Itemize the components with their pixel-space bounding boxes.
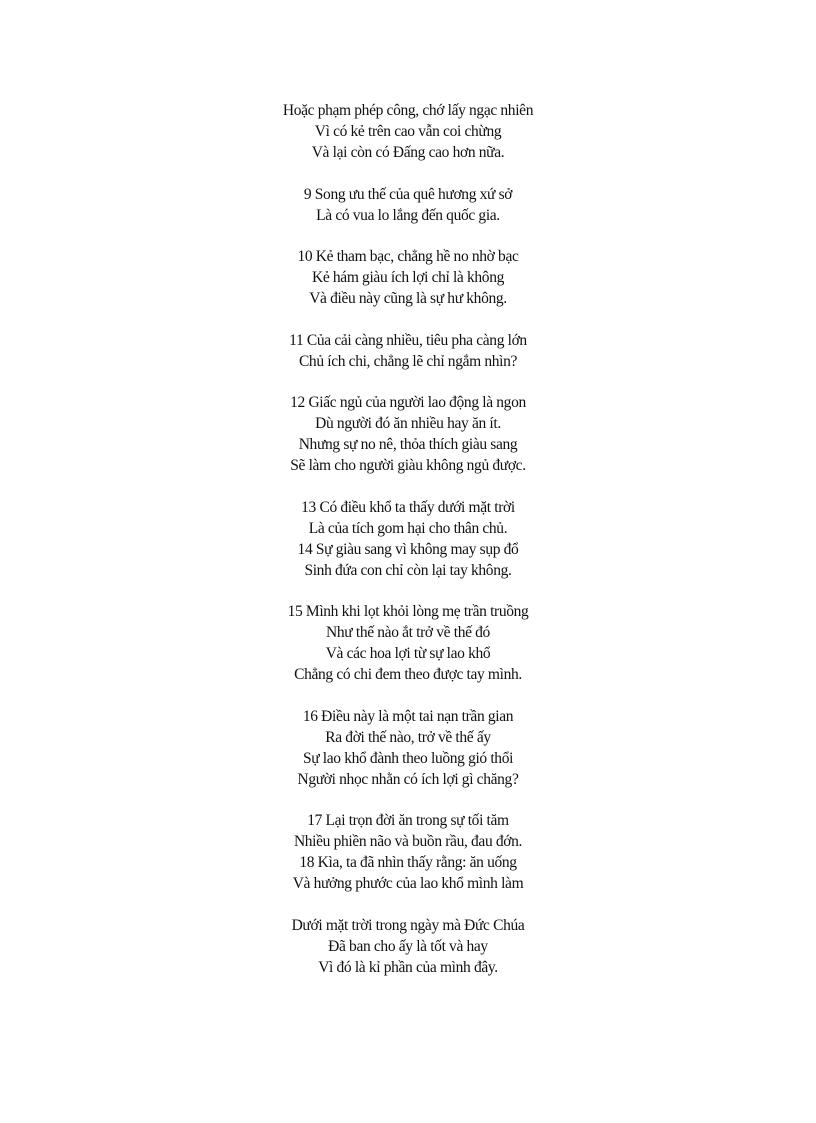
poem-line: 14 Sự giàu sang vì không may sụp đổ [297,540,519,558]
poem-line: Là có vua lo lắng đến quốc gia. [316,206,500,224]
poem-line: Vì đó là kỉ phần của mình đây. [318,958,498,976]
poem-line: 11 Của cải càng nhiều, tiêu pha càng lớn [289,331,527,349]
stanza [0,392,816,476]
poem-line: Nhiều phiền não và buồn rầu, đau đớn. [293,833,523,850]
poem-line: 10 Kẻ tham bạc, chẳng hề no nhờ bạc [297,248,519,265]
poem-line: 9 Song ưu thế của quê hương xứ sở [303,185,513,203]
poem-line: Là của tích gom hại cho thân chủ. [308,519,508,537]
stanza [0,246,816,309]
poem-page [0,100,816,998]
stanza [0,497,816,581]
poem-line: Và lại còn có Đấng cao hơn nữa. [311,144,505,161]
poem-line: Kẻ hám giàu ích lợi chỉ là không [312,269,504,286]
poem-line: 16 Điều này là một tai nạn trần gian [302,707,514,725]
poem-line: 18 Kìa, ta đã nhìn thấy rằng: ăn uống [299,854,517,871]
poem-line: Sinh đứa con chỉ còn lại tay không. [304,561,512,579]
stanza [0,100,816,163]
poem-line: Nhưng sự no nê, thỏa thích giàu sang [298,436,518,453]
poem-line: Và hưởng phước của lao khổ mình làm [292,875,524,892]
poem-line: 12 Giấc ngủ của người lao động là ngon [290,394,526,411]
stanza [0,184,816,226]
poem-line: Vì có kẻ trên cao vẫn coi chừng [314,123,502,140]
poem-line: 15 Mình khi lọt khỏi lòng mẹ trần truồng [287,603,529,620]
stanza [0,706,816,790]
poem-line: Ra đời thế nào, trở về thế ấy [325,728,491,746]
poem-line: Đã ban cho ấy là tốt và hay [328,937,488,955]
poem-line: Và các hoa lợi từ sự lao khổ [325,645,491,662]
stanza [0,915,816,978]
poem-line: Người nhọc nhằn có ích lợi gì chăng? [297,770,519,788]
poem-line: Như thế nào ắt trở về thế đó [326,624,490,641]
poem-line: 13 Có điều khổ ta thấy dưới mặt trời [301,498,515,516]
poem-line: Dưới mặt trời trong ngày mà Đức Chúa [291,916,525,934]
poem-line: Và điều này cũng là sự hư không. [309,290,507,307]
stanza [0,330,816,372]
poem-line: Sự lao khổ đành theo luồng gió thổi [302,749,514,767]
poem-line: Sẽ làm cho người giàu không ngủ được. [290,457,526,474]
poem-line: 17 Lại trọn đời ăn trong sự tối tăm [307,812,509,829]
poem-line: Dù người đó ăn nhiều hay ăn ít. [315,415,501,432]
poem-line: Hoặc phạm phép công, chớ lấy ngạc nhiên [282,102,534,119]
stanza [0,601,816,685]
poem-line: Chủ ích chi, chẳng lẽ chỉ ngắm nhìn? [298,352,518,370]
poem-line: Chẳng có chi đem theo được tay mình. [294,666,522,683]
stanza [0,810,816,894]
